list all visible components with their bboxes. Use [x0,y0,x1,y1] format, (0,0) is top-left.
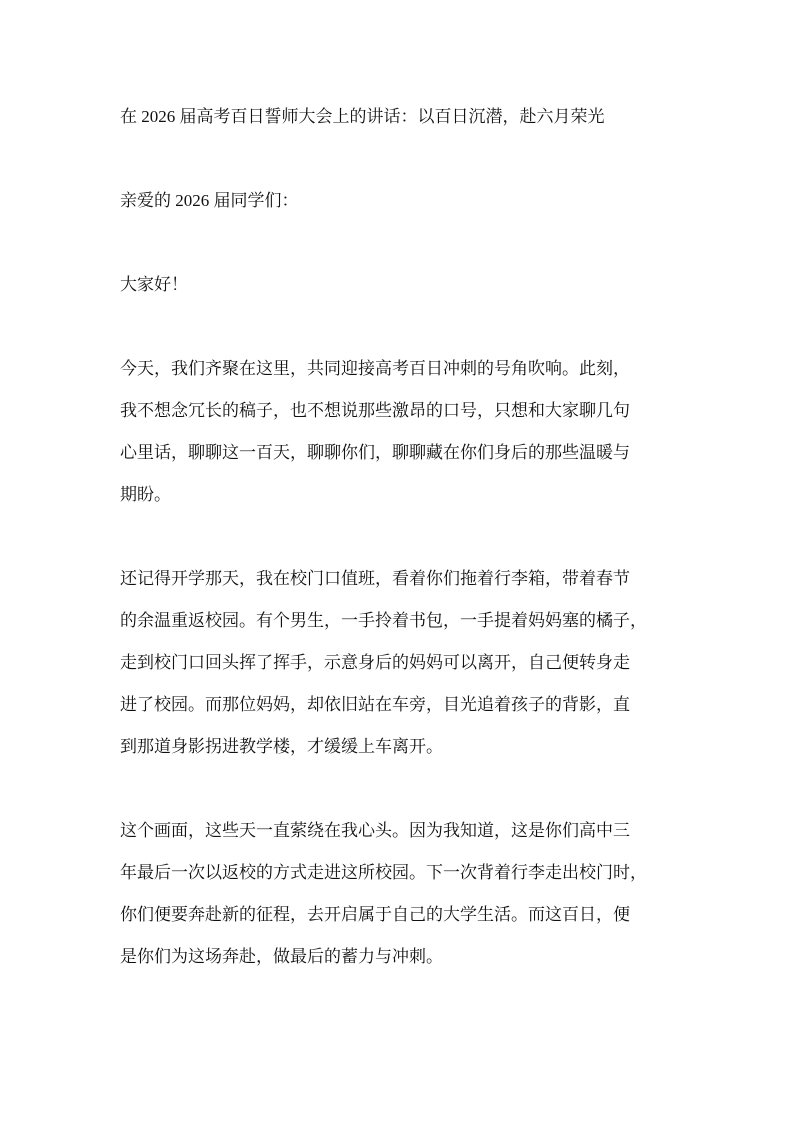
paragraph-line: 走到校门口回头挥了挥手，示意身后的妈妈可以离开，自己便转身走 [120,653,630,672]
paragraph-line: 你们便要奔赴新的征程，去开启属于自己的大学生活。而这百日，便 [120,905,630,924]
paragraph-line: 今天，我们齐聚在这里，共同迎接高考百日冲刺的号角吹响。此刻， [120,359,630,378]
greeting [120,264,700,306]
paragraph-3 [120,810,700,978]
paragraph-line: 期盼。 [120,485,171,504]
paragraph-line: 是你们为这场奔赴，做最后的蓄力与冲刺。 [120,947,443,966]
salutation-text: 亲爱的 2026 届同学们： [120,191,299,210]
paragraph-line: 这个画面，这些天一直萦绕在我心头。因为我知道，这是你们高中三 [120,821,630,840]
paragraph-line: 我不想念冗长的稿子，也不想说那些激昂的口号，只想和大家聊几句 [120,401,630,420]
title-text: 在 2026 届高考百日誓师大会上的讲话：以百日沉潜，赴六月荣光 [120,107,605,126]
greeting-text: 大家好！ [120,275,188,294]
salutation [120,180,700,222]
paragraph-1 [120,348,700,516]
paragraph-2 [120,558,700,768]
document-page [120,96,700,1020]
paragraph-line: 到那道身影拐进教学楼，才缓缓上车离开。 [120,737,443,756]
paragraph-line: 的余温重返校园。有个男生，一手拎着书包，一手提着妈妈塞的橘子， [120,611,647,630]
paragraph-line: 进了校园。而那位妈妈，却依旧站在车旁，目光追着孩子的背影，直 [120,695,630,714]
paragraph-line: 还记得开学那天，我在校门口值班，看着你们拖着行李箱，带着春节 [120,569,630,588]
paragraph-line: 年最后一次以返校的方式走进这所校园。下一次背着行李走出校门时， [120,863,647,882]
paragraph-line: 心里话，聊聊这一百天，聊聊你们，聊聊藏在你们身后的那些温暖与 [120,443,630,462]
speech-title [120,96,700,138]
